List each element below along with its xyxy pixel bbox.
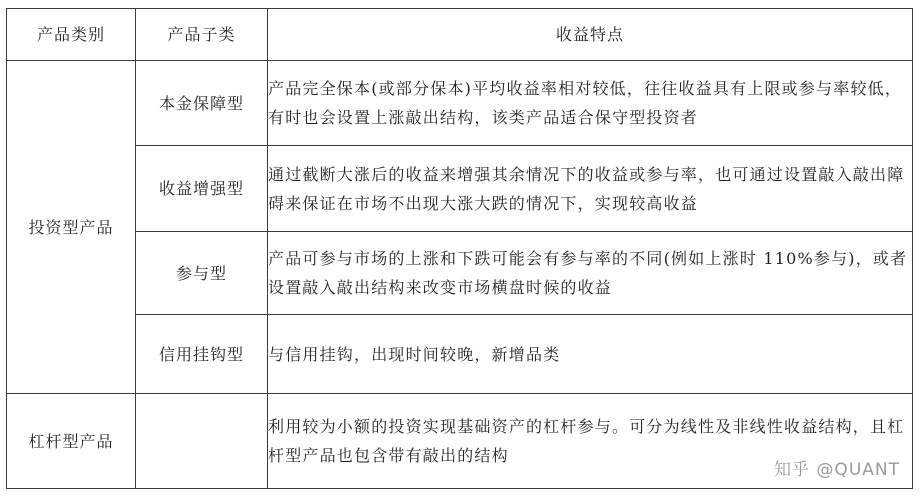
subcategory-cell: 本金保障型 — [136, 61, 268, 146]
description-cell: 产品可参与市场的上涨和下跌可能会有参与率的不同(例如上涨时 110%参与)，或者设置敲入敲出结构来改变市场横盘时候的收益 — [268, 232, 913, 315]
category-investment: 投资型产品 — [7, 61, 136, 394]
product-table — [6, 8, 913, 489]
table-row — [7, 232, 913, 315]
description-cell: 产品完全保本(或部分保本)平均收益率相对较低，往往收益具有上限或参与率较低，有时也会设置上涨敲出结构，该类产品适合保守型投资者 — [268, 61, 913, 146]
table-row — [7, 61, 913, 146]
category-leverage: 杠杆型产品 — [7, 394, 136, 489]
header-product-category: 产品类别 — [7, 9, 136, 61]
table-header-row — [7, 9, 913, 61]
header-product-subcategory: 产品子类 — [136, 9, 268, 61]
table-row — [7, 146, 913, 232]
subcategory-cell: 收益增强型 — [136, 146, 268, 232]
description-cell: 与信用挂钩，出现时间较晚，新增品类 — [268, 315, 913, 394]
subcategory-cell: 信用挂钩型 — [136, 315, 268, 394]
description-cell: 通过截断大涨后的收益来增强其余情况下的收益或参与率，也可通过设置敲入敲出障碍来保证在市场不出现大涨大跌的情况下，实现较高收益 — [268, 146, 913, 232]
subcategory-cell: 参与型 — [136, 232, 268, 315]
watermark: 知乎 @QUANT — [774, 460, 900, 480]
subcategory-cell — [136, 394, 268, 489]
header-return-features: 收益特点 — [268, 9, 913, 61]
description-cell: 利用较为小额的投资实现基础资产的杠杆参与。可分为线性及非线性收益结构，且杠杆型产品也包含带有敲出的结构 — [268, 394, 913, 489]
table-row — [7, 315, 913, 394]
